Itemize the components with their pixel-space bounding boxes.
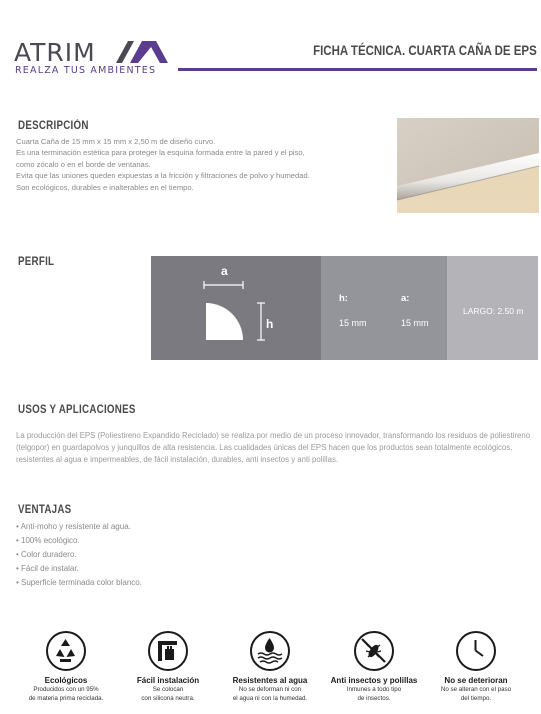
feature-desc-line: del tiempo.: [460, 694, 492, 702]
usos-line: resistentes al agua e impermeables, de fácil instalación, durables, anti insectos y anti polillas.: [16, 455, 339, 464]
usos-line: (telgopor) en guardapolvos y junquillos de alta resistencia. Las cualidades únicas del EPS hacen que los productos sean totalmente ecológicos,: [16, 443, 513, 452]
descripcion-line: Cuarta Caña de 15 mm x 15 mm x 2,50 m de diseño curvo.: [16, 137, 216, 146]
perfil-spec-panel: [151, 256, 538, 360]
quarter-round-profile-icon: [201, 276, 274, 346]
ventajas-item: • Superficie terminada color blanco.: [16, 578, 142, 587]
length-cell: [447, 256, 538, 360]
ventajas-list: [16, 520, 142, 590]
a-header: a:: [401, 293, 410, 304]
ventajas-item: • Anti-moho y resistente al agua.: [16, 522, 131, 531]
feature-title: Ecológicos: [44, 676, 88, 685]
feature-desc-line: de materia prima reciclada.: [28, 694, 104, 702]
feature-title: No se deterioran: [444, 676, 508, 685]
recycle-icon: [46, 631, 86, 671]
ventajas-item: • 100% ecológico.: [16, 536, 80, 545]
feature-desc-line: con silicona neutra.: [141, 694, 195, 702]
usos-heading: USOS Y APLICACIONES: [18, 404, 136, 416]
feature-desc-line: No se alteran con el paso: [440, 686, 512, 693]
feature-anti-insectos: [324, 631, 424, 703]
brand-logo: [14, 38, 164, 78]
logo-mark-icon: [116, 41, 172, 63]
dim-a-label: a: [221, 264, 228, 278]
a-value: 15 mm: [401, 318, 429, 328]
descripcion-line: Son ecológicos, durables e inalterables en el tiempo.: [16, 182, 194, 192]
ventajas-item: • Color duradero.: [16, 550, 77, 559]
feature-no-deterioran: [426, 631, 526, 703]
h-value: 15 mm: [339, 318, 367, 328]
document-title: FICHA TÉCNICA. CUARTA CAÑA DE EPS: [313, 42, 537, 58]
feature-desc-line: Producidos con un 95%: [33, 686, 99, 693]
feature-desc-line: Inmunes a todo tipo: [346, 686, 402, 693]
feature-desc-line: el agua ni con la humedad.: [232, 694, 308, 702]
product-photo: [397, 118, 539, 213]
no-insects-icon: [354, 631, 394, 671]
feature-ecologicos: [16, 631, 116, 703]
feature-desc-line: de insectos.: [357, 694, 391, 702]
feature-title: Resistentes al agua: [232, 676, 308, 685]
logo-tagline: REALZA TUS AMBIENTES: [15, 65, 157, 76]
logo-word: ATRIM: [14, 38, 96, 67]
h-header: h:: [339, 293, 348, 304]
feature-title: Anti insectos y polillas: [330, 676, 418, 685]
title-divider: [178, 68, 537, 71]
descripcion-line: Es una terminación estética para proteger la esquina formada entre la pared y el piso,: [16, 148, 305, 158]
feature-desc-line: Se colocan: [152, 686, 184, 693]
dimensions-cell: [321, 256, 447, 360]
descripcion-text: [16, 136, 386, 193]
descripcion-line: como zócalo o en el borde de ventanas.: [16, 159, 151, 169]
descripcion-line: Evita que las uniones queden expuestas a la fricción y filtraciones de polvo y humedad.: [16, 171, 310, 181]
ventajas-heading: VENTAJAS: [18, 504, 72, 516]
descripcion-heading: DESCRIPCIÓN: [18, 120, 89, 132]
clock-icon: [456, 631, 496, 671]
dim-h-label: h: [266, 317, 274, 331]
feature-title: Fácil instalación: [136, 676, 200, 685]
feature-desc-line: No se deforman ni con: [238, 686, 302, 693]
usos-text: [16, 430, 541, 466]
largo-value: LARGO: 2.50 m: [463, 306, 524, 316]
perfil-heading: PERFIL: [18, 256, 55, 268]
water-drop-icon: [250, 631, 290, 671]
profile-drawing-cell: [151, 256, 321, 360]
product-photo-illustration: [397, 118, 539, 213]
install-icon: [148, 631, 188, 671]
feature-resistentes-agua: [220, 631, 320, 703]
ventajas-item: • Fácil de instalar.: [16, 564, 79, 573]
feature-facil-instalacion: [118, 631, 218, 703]
usos-line: La producción del EPS (Poliestireno Expandido Reciclado) se realiza por medio de un proceso innovador, transformando los residuos de poliestireno: [16, 431, 531, 440]
